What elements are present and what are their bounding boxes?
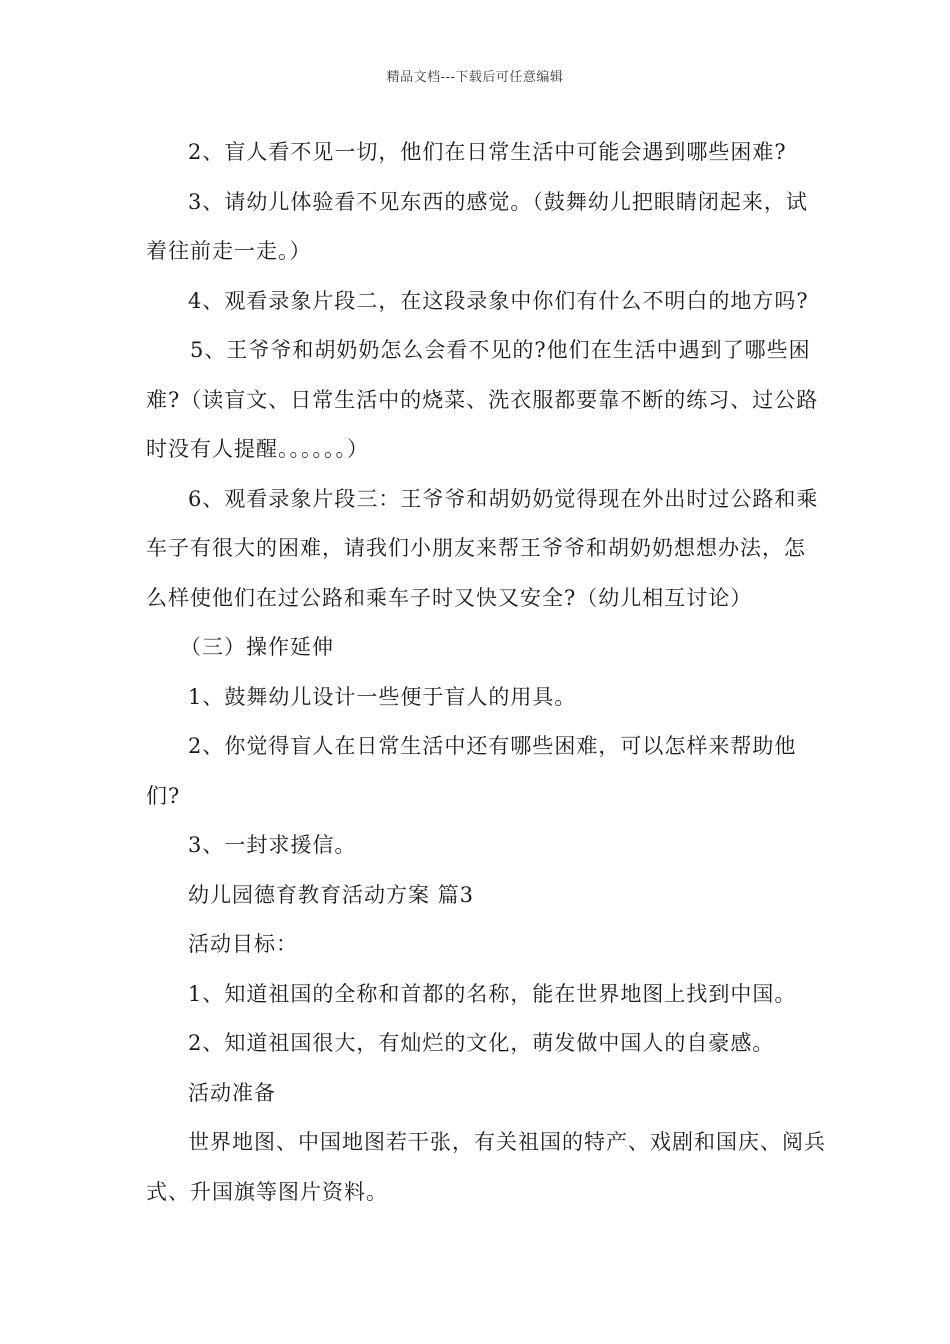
paragraph-question-6: 6、观看录象片段三：王爷爷和胡奶奶觉得现在外出时过公路和乘车子有很大的困难，请我们小朋友来帮王爷爷和胡奶奶想想办法，怎么样使他们在过公路和乘车子时又快又安全?（幼儿相互讨论） xyxy=(146,486,819,610)
section-title-plan-3: 幼儿园德育教育活动方案 篇3 xyxy=(188,882,475,907)
paragraph-question-2: 2、盲人看不见一切，他们在日常生活中可能会遇到哪些困难? xyxy=(188,140,787,164)
heading-activity-goals: 活动目标： xyxy=(188,932,298,956)
paragraph-question-5: 5、王爷爷和胡奶奶怎么会看不见的?他们在生活中遇到了哪些困难?（读盲文、日常生活中的烧菜、洗衣服都要靠不断的练习、过公路时没有人提醒。。。。。。） xyxy=(146,338,819,461)
paragraph-goal-2: 2、知道祖国很大，有灿烂的文化，萌发做中国人的自豪感。 xyxy=(188,1031,775,1055)
section-heading-extension: （三）操作延伸 xyxy=(180,635,334,659)
paragraph-question-4: 4、观看录象片段二，在这段录象中你们有什么不明白的地方吗? xyxy=(188,288,809,313)
page-header: 精品文档---下载后可任意编辑 xyxy=(386,70,564,85)
paragraph-question-3: 3、请幼儿体验看不见东西的感觉。（鼓舞幼儿把眼睛闭起来，试着往前走一走。） xyxy=(146,189,808,263)
heading-activity-preparation: 活动准备 xyxy=(188,1080,276,1105)
document-body xyxy=(146,128,826,1217)
paragraph-goal-1: 1、知道祖国的全称和首都的名称，能在世界地图上找到中国。 xyxy=(188,981,797,1006)
paragraph-extension-3: 3、一封求援信。 xyxy=(188,833,357,857)
paragraph-extension-2: 2、你觉得盲人在日常生活中还有哪些困难，可以怎样来帮助他们? xyxy=(146,734,797,808)
paragraph-preparation: 世界地图、中国地图若干张，有关祖国的特产、戏剧和国庆、阅兵式、升国旗等图片资料。 xyxy=(146,1130,826,1204)
paragraph-extension-1: 1、鼓舞幼儿设计一些便于盲人的用具。 xyxy=(188,684,577,709)
